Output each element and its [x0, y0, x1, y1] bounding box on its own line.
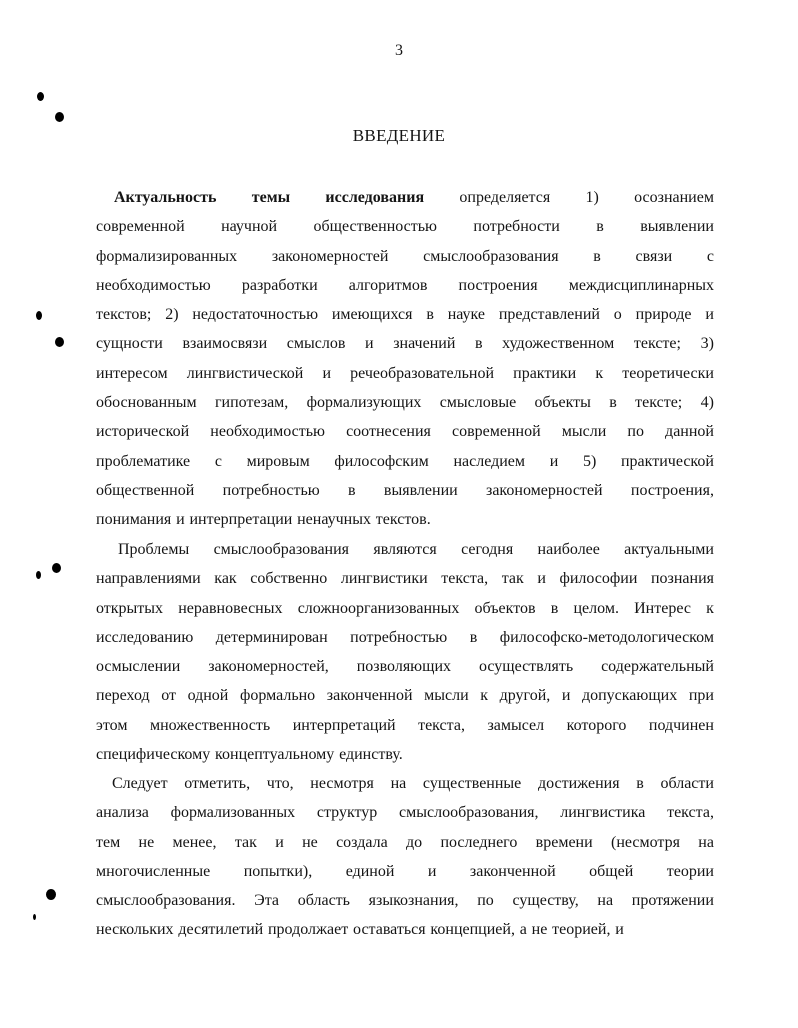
text-line: общественной потребностью в выявлении закономерностей построения, — [96, 481, 714, 499]
text-line: нескольких десятилетий продолжает оставаться концепцией, а не теорией, и — [96, 921, 624, 939]
paragraph-note — [96, 769, 714, 945]
scan-dot — [55, 337, 64, 347]
text-line: направлениями как собственно лингвистики текста, так и философии познания — [96, 570, 714, 588]
scan-dot — [33, 914, 36, 920]
text-line: обоснованным гипотезам, формализующих смысловые объекты в тексте; 4) — [96, 394, 714, 412]
text-line: проблематике с мировым философским наследием и 5) практической — [96, 452, 714, 470]
text-line: переход от одной формально законченной мысли к другой, и допускающих при — [96, 687, 714, 705]
text-line: сущности взаимосвязи смыслов и значений в художественном тексте; 3) — [96, 335, 714, 353]
text-line: анализа формализованных структур смыслообразования, лингвистика текста, — [96, 804, 714, 822]
scan-dot — [55, 112, 64, 122]
scan-dot — [36, 571, 41, 579]
text-line: исследованию детерминирован потребностью в философско-методологическом — [96, 628, 714, 646]
text-line: Актуальность темы исследования определяется 1) осознанием — [114, 189, 714, 206]
paragraph-relevance — [96, 183, 714, 535]
scan-dot — [36, 311, 42, 320]
text-line: открытых неравновесных сложноорганизованных объектов в целом. Интерес к — [96, 599, 714, 617]
text-line: необходимостью разработки алгоритмов построения междисциплинарных — [96, 276, 714, 294]
text-line: многочисленные попытки), единой и законченной общей теории — [96, 862, 714, 880]
text-line: Следует отметить, что, несмотря на существенные достижения в области — [112, 775, 714, 792]
scan-dot — [37, 92, 44, 101]
page-title: ВВЕДЕНИЕ — [352, 126, 446, 145]
text-line: понимания и интерпретации ненаучных текстов. — [96, 511, 431, 529]
text-line: тем не менее, так и не создала до последнего времени (несмотря на — [96, 833, 714, 851]
paragraph-problems — [96, 535, 714, 769]
text-line: современной научной общественностью потребности в выявлении — [96, 218, 714, 236]
text-line: специфическому концептуальному единству. — [96, 746, 403, 764]
text-line: Проблемы смыслообразования являются сегодня наиболее актуальными — [118, 541, 714, 558]
text-line: исторической необходимостью соотнесения современной мысли по данной — [96, 423, 714, 441]
text-line: текстов; 2) недостаточностью имеющихся в науке представлений о природе и — [96, 306, 714, 324]
text-line: смыслообразования. Эта область языкознания, по существу, на протяжении — [96, 892, 714, 910]
text-line: этом множественность интерпретаций текста, замысел которого подчинен — [96, 716, 714, 734]
scan-dot — [52, 563, 61, 573]
scan-dot — [46, 889, 56, 900]
text-line: формализированных закономерностей смыслообразования в связи с — [96, 247, 714, 265]
text-line: осмыслении закономерностей, позволяющих осуществлять содержательный — [96, 658, 714, 676]
page-number: 3 — [395, 42, 403, 59]
text-line: интересом лингвистической и речеобразовательной практики к теоретически — [96, 364, 714, 382]
